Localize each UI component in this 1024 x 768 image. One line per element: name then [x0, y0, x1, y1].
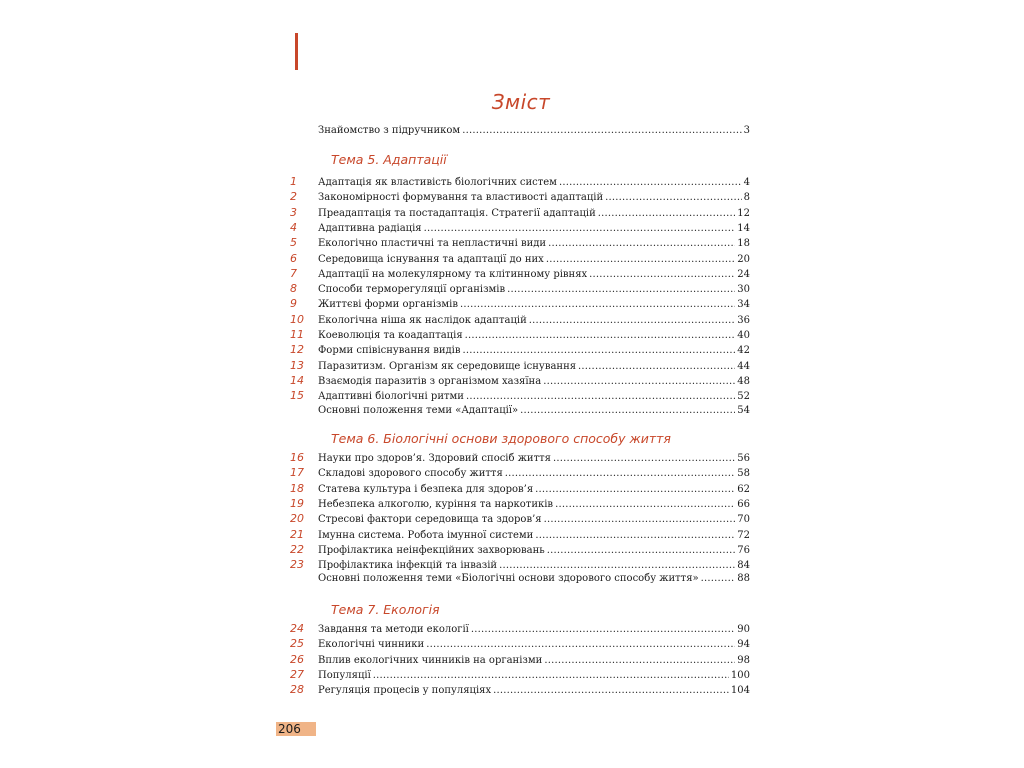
entry-page: 40: [737, 330, 750, 341]
entry-title: Екологічна ніша як наслідок адаптацій: [318, 314, 527, 326]
entry-page: 62: [737, 483, 750, 495]
toc-entry[interactable]: [290, 573, 750, 589]
toc-title: Зміст: [491, 90, 551, 114]
entry-title: Небезпека алкоголю, куріння та наркотиків: [318, 498, 554, 510]
toc-entry[interactable]: [290, 528, 750, 544]
entry-number: 6: [290, 251, 297, 265]
dot-leader: [555, 499, 735, 510]
entry-title: Складові здорового способу життя: [318, 468, 503, 480]
entry-title: Основні положення теми «Біологічні основи здорового способу життя»: [318, 573, 699, 585]
entry-number: 5: [290, 236, 297, 250]
dot-leader: [605, 192, 741, 203]
entry-page: 20: [737, 253, 750, 265]
dot-leader: [462, 345, 735, 356]
toc-entry[interactable]: [290, 297, 750, 313]
dot-leader: [507, 284, 735, 295]
toc-entry[interactable]: [290, 359, 750, 375]
entry-page: 34: [737, 299, 750, 311]
entry-number: 14: [290, 373, 304, 387]
toc-entry[interactable]: [290, 653, 750, 669]
entry-page: 100: [730, 669, 750, 681]
entry-page: 8: [743, 192, 750, 204]
toc-entry[interactable]: [290, 328, 750, 344]
dot-leader: [462, 125, 741, 136]
entry-page: 14: [737, 222, 750, 234]
entry-page: 30: [737, 284, 750, 296]
entry-title: Профілактика інфекцій та інвазій: [318, 560, 498, 572]
entry-number: 22: [290, 542, 304, 556]
toc-entry[interactable]: [290, 236, 750, 252]
entry-number: 10: [290, 312, 304, 326]
toc-entry[interactable]: [290, 543, 750, 559]
toc-entry[interactable]: [290, 389, 750, 405]
entry-number: 3: [290, 205, 297, 219]
toc-entry[interactable]: [290, 497, 750, 513]
dot-leader: [505, 468, 735, 479]
entry-page: 3: [743, 125, 750, 136]
entry-page: 58: [737, 468, 750, 480]
entry-page: 48: [737, 375, 750, 387]
entry-page: 54: [737, 404, 750, 416]
entry-number: 27: [290, 667, 304, 681]
dot-leader: [424, 223, 736, 234]
toc-entry-intro[interactable]: [290, 125, 750, 141]
entry-number: 24: [290, 622, 304, 635]
entry-page: 24: [737, 268, 750, 280]
section-heading-7: Тема 7. Екологія: [331, 602, 440, 617]
dot-leader: [465, 330, 736, 341]
entry-number: 9: [290, 297, 297, 311]
section-heading-6: Тема 6. Біологічні основи здорового способу життя: [331, 431, 671, 446]
dot-leader: [535, 530, 735, 541]
entry-number: 11: [290, 328, 304, 341]
toc-entry[interactable]: [290, 206, 750, 222]
dot-leader: [499, 560, 735, 571]
dot-leader: [426, 639, 735, 650]
entry-number: 1: [290, 175, 297, 188]
toc-entry[interactable]: [290, 466, 750, 482]
entry-title: Статева культура і безпека для здоров’я: [318, 483, 534, 495]
entry-number: 16: [290, 451, 304, 464]
entry-page: 98: [737, 654, 750, 666]
toc-entry[interactable]: [290, 668, 750, 684]
entry-page: 84: [737, 560, 750, 572]
toc-entry[interactable]: [290, 451, 750, 467]
entry-page: 56: [737, 453, 750, 464]
toc-entry[interactable]: [290, 558, 750, 574]
entry-page: 94: [737, 639, 750, 651]
entry-page: 12: [737, 207, 750, 219]
entry-page: 70: [737, 514, 750, 526]
entry-title: Профілактика неінфекційних захворювань: [318, 544, 545, 556]
entry-number: 20: [290, 512, 304, 526]
entry-title: Адаптивна радіація: [318, 222, 422, 234]
entry-title: Екологічно пластичні та непластичні види: [318, 238, 547, 250]
entry-title: Регуляція процесів у популяціях: [318, 685, 492, 697]
entry-page: 42: [737, 345, 750, 357]
entry-page: 88: [737, 573, 750, 585]
entry-number: 12: [290, 343, 304, 357]
dot-leader: [544, 655, 735, 666]
toc-entry[interactable]: [290, 252, 750, 268]
entry-title: Адаптації на молекулярному та клітинному рівнях: [318, 268, 588, 280]
entry-page: 36: [737, 314, 750, 326]
toc-entry[interactable]: [290, 374, 750, 390]
entry-title: Екологічні чинники: [318, 639, 425, 651]
entry-title: Коеволюція та коадаптація: [318, 330, 463, 341]
entry-title: Завдання та методи екології: [318, 624, 469, 635]
entry-title: Преадаптація та постадаптація. Стратегії адаптацій: [318, 207, 596, 219]
entry-title: Імунна система. Робота імунної системи: [318, 529, 534, 541]
entry-title: Адаптація як властивість біологічних систем: [318, 177, 557, 188]
entry-title: Паразитизм. Організм як середовище існування: [318, 360, 577, 372]
entry-number: 8: [290, 282, 297, 296]
dot-leader: [544, 514, 736, 525]
entry-title: Життєві форми організмів: [318, 299, 458, 311]
dot-leader: [520, 405, 735, 416]
entry-number: 23: [290, 558, 304, 572]
entry-number: 4: [290, 220, 297, 234]
entry-number: 7: [290, 266, 297, 280]
entry-title: Закономірності формування та властивості адаптацій: [318, 192, 604, 204]
entry-page: 44: [737, 360, 750, 372]
entry-number: 26: [290, 652, 304, 666]
toc-entry[interactable]: [290, 637, 750, 653]
entry-title: Взаємодія паразитів з організмом хазяїна: [318, 375, 542, 387]
toc-entry[interactable]: [290, 343, 750, 359]
dot-leader: [471, 624, 735, 635]
toc-entry[interactable]: [290, 622, 750, 638]
toc-entry[interactable]: [290, 512, 750, 528]
entry-page: 104: [730, 685, 750, 697]
page-number-badge: 206: [276, 722, 316, 736]
toc-entry[interactable]: [290, 267, 750, 283]
section-heading-5: Тема 5. Адаптації: [331, 152, 447, 167]
entry-title: Знайомство з підручником: [318, 125, 461, 136]
dot-leader: [529, 315, 736, 326]
entry-title: Вплив екологічних чинників на організми: [318, 654, 543, 666]
entry-title: Адаптивні біологічні ритми: [318, 391, 464, 403]
entry-title: Популяції: [318, 669, 371, 681]
entry-page: 72: [737, 529, 750, 541]
entry-title: Способи терморегуляції організмів: [318, 284, 506, 296]
entry-title: Форми співіснування видів: [318, 345, 461, 357]
dot-leader: [578, 361, 735, 372]
toc-entry[interactable]: [290, 282, 750, 298]
entry-number: 19: [290, 496, 304, 510]
dot-leader: [589, 269, 735, 280]
dot-leader: [493, 685, 729, 696]
entry-number: 25: [290, 637, 304, 651]
dot-leader: [546, 254, 735, 265]
toc-entry[interactable]: [290, 175, 750, 191]
toc-entry[interactable]: [290, 683, 750, 699]
entry-page: 4: [743, 177, 750, 188]
dot-leader: [547, 545, 736, 556]
dot-leader: [553, 453, 735, 464]
entry-number: 13: [290, 358, 304, 372]
dot-leader: [701, 573, 736, 584]
entry-page: 52: [737, 391, 750, 403]
entry-title: Стресові фактори середовища та здоров’я: [318, 514, 542, 526]
dot-leader: [535, 484, 735, 495]
dot-leader: [559, 177, 742, 188]
entry-number: 21: [290, 527, 304, 541]
entry-number: 2: [290, 190, 297, 204]
entry-page: 76: [737, 544, 750, 556]
entry-page: 90: [737, 624, 750, 635]
dot-leader: [373, 670, 729, 681]
dot-leader: [543, 376, 735, 387]
entry-number: 28: [290, 683, 304, 697]
entry-number: 15: [290, 389, 304, 403]
dot-leader: [598, 208, 735, 219]
toc-entry[interactable]: [290, 482, 750, 498]
entry-title: Основні положення теми «Адаптації»: [318, 404, 519, 416]
entry-number: 18: [290, 481, 304, 495]
entry-number: 17: [290, 466, 304, 480]
toc-entry[interactable]: [290, 190, 750, 206]
dot-leader: [548, 238, 735, 249]
toc-entry[interactable]: [290, 221, 750, 237]
toc-entry[interactable]: [290, 405, 750, 421]
entry-title: Науки про здоров’я. Здоровий спосіб життя: [318, 453, 551, 464]
entry-page: 66: [737, 498, 750, 510]
toc-entry[interactable]: [290, 313, 750, 329]
dot-leader: [466, 391, 735, 402]
margin-rule: [295, 33, 298, 70]
dot-leader: [460, 299, 735, 310]
entry-page: 18: [737, 238, 750, 250]
entry-title: Середовища існування та адаптації до них: [318, 253, 544, 265]
